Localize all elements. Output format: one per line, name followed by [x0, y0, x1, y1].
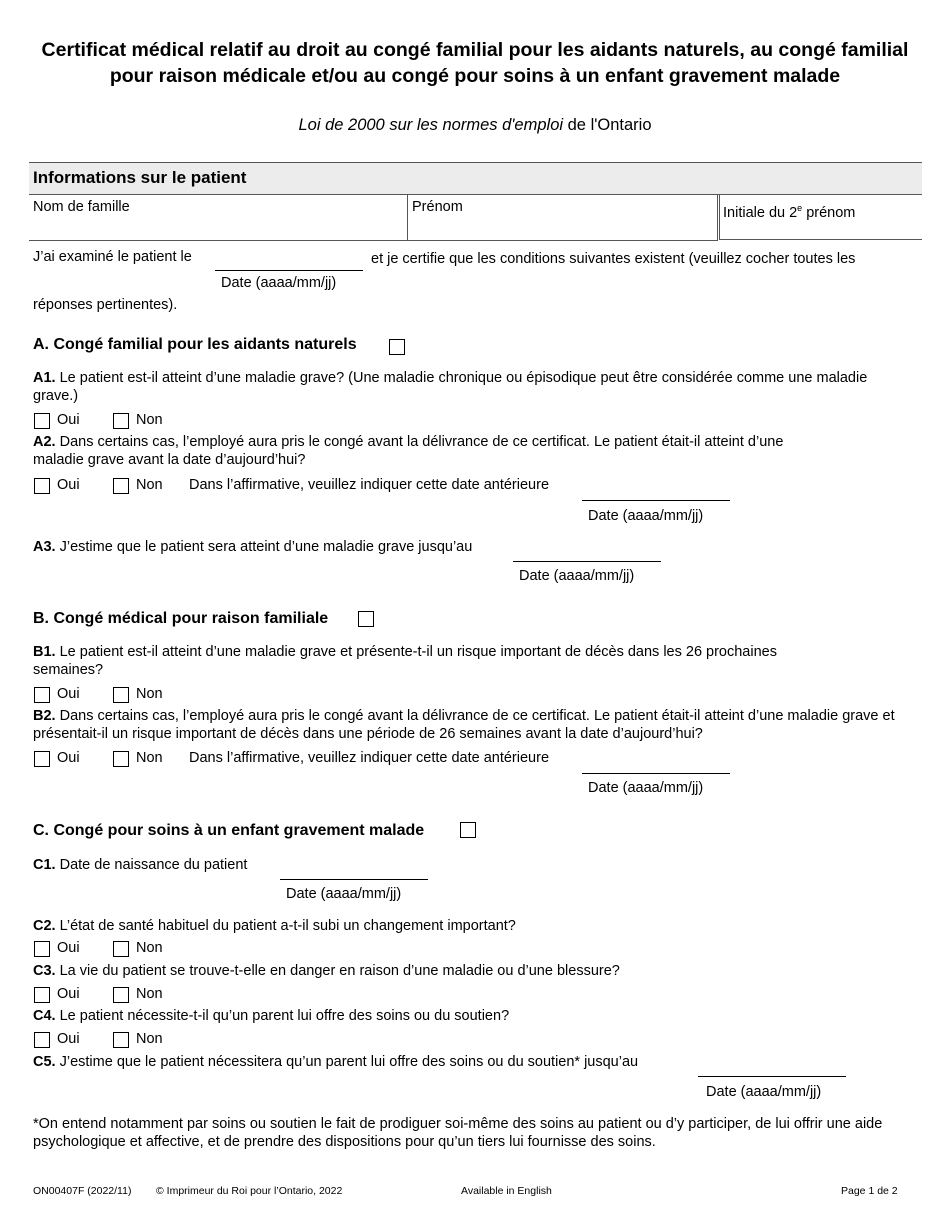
exam-suffix: et je certifie que les conditions suivantes existent (veuillez cocher toutes les — [371, 251, 856, 267]
question-c2: C2. L’état de santé habituel du patient a-t-il subi un changement important? — [33, 918, 516, 934]
form-title: Certificat médical relatif au droit au congé familial pour les aidants naturels, au congé familial pour raison médicale et/ou au congé pour soins à un enfant gravement malade — [41, 39, 909, 87]
b2-date-line[interactable] — [582, 773, 730, 774]
c2-no-checkbox[interactable] — [113, 941, 129, 957]
a1-no-label: Non — [136, 412, 163, 428]
footnote: *On entend notamment par soins ou soutien le fait de prodiguer soi-même des soins au patient ou d’y participer, de lui offrir une aide psychologique et affective, et de prendre des dispositions pour qu’un tiers lui fournisse des soins. — [33, 1116, 883, 1150]
copyright: © Imprimeur du Roi pour l’Ontario, 2022 — [156, 1185, 343, 1197]
page-number: Page 1 de 2 — [841, 1185, 898, 1197]
b1-no-checkbox[interactable] — [113, 687, 129, 703]
a1-yes-checkbox[interactable] — [34, 413, 50, 429]
a2-prior-date-text: Dans l’affirmative, veuillez indiquer cette date antérieure — [189, 477, 550, 493]
a1-yes-label: Oui — [57, 412, 80, 428]
section-b-heading: B. Congé médical pour raison familiale — [33, 610, 329, 627]
question-a2: A2. Dans certains cas, l’employé aura pris le congé avant la délivrance de ce certificat. Le patient était-il atteint d’une maladie grave avant la date d’aujourd’hui? — [33, 434, 784, 468]
b2-no-checkbox[interactable] — [113, 751, 129, 767]
c1-date-line[interactable] — [280, 879, 428, 880]
middle-initial-label: Initiale du 2e prénom — [723, 203, 856, 221]
form-code: ON00407F (2022/11) — [33, 1185, 132, 1197]
c2-no-label: Non — [136, 940, 163, 956]
a3-date-line[interactable] — [513, 561, 661, 562]
c3-yes-checkbox[interactable] — [34, 987, 50, 1003]
section-a-checkbox[interactable] — [389, 339, 405, 355]
exam-continuation: réponses pertinentes). — [33, 297, 178, 313]
section-c-heading: C. Congé pour soins à un enfant gravement malade — [33, 822, 425, 839]
b1-yes-checkbox[interactable] — [34, 687, 50, 703]
c3-yes-label: Oui — [57, 986, 80, 1002]
c5-date-hint: Date (aaaa/mm/jj) — [706, 1084, 822, 1100]
c3-no-label: Non — [136, 986, 163, 1002]
c1-date-hint: Date (aaaa/mm/jj) — [286, 886, 402, 902]
b2-yes-checkbox[interactable] — [34, 751, 50, 767]
law-name: Loi de 2000 sur les normes d'emploi — [298, 116, 564, 134]
question-c1: C1. Date de naissance du patient — [33, 857, 248, 873]
b1-no-label: Non — [136, 686, 163, 702]
c2-yes-checkbox[interactable] — [34, 941, 50, 957]
law-jurisdiction: de l'Ontario — [563, 116, 652, 134]
c4-yes-checkbox[interactable] — [34, 1032, 50, 1048]
b1-yes-label: Oui — [57, 686, 80, 702]
c2-yes-label: Oui — [57, 940, 80, 956]
b2-prior-date-text: Dans l’affirmative, veuillez indiquer cette date antérieure — [189, 750, 550, 766]
c4-no-label: Non — [136, 1031, 163, 1047]
c5-date-line[interactable] — [698, 1076, 846, 1077]
section-b-checkbox[interactable] — [358, 611, 374, 627]
b2-no-label: Non — [136, 750, 163, 766]
last-name-label: Nom de famille — [33, 199, 130, 215]
a2-no-checkbox[interactable] — [113, 478, 129, 494]
a2-date-hint: Date (aaaa/mm/jj) — [588, 508, 704, 524]
first-name-label: Prénom — [412, 199, 463, 215]
b2-date-hint: Date (aaaa/mm/jj) — [588, 780, 704, 796]
question-a1: A1. Le patient est-il atteint d’une maladie grave? (Une maladie chronique ou épisodique peut être considérée comme une maladie grave.) — [33, 370, 868, 404]
question-a3: A3. J’estime que le patient sera atteint d’une maladie grave jusqu’au — [33, 539, 473, 555]
b2-yes-label: Oui — [57, 750, 80, 766]
patient-info-heading: Informations sur le patient — [33, 168, 247, 187]
question-c3: C3. La vie du patient se trouve-t-elle en danger en raison d’une maladie ou d’une blessure? — [33, 963, 620, 979]
section-c-checkbox[interactable] — [460, 822, 476, 838]
form-subtitle — [30, 116, 920, 135]
exam-date-hint: Date (aaaa/mm/jj) — [221, 275, 337, 291]
a1-no-checkbox[interactable] — [113, 413, 129, 429]
c4-yes-label: Oui — [57, 1031, 80, 1047]
exam-date-line[interactable] — [215, 270, 363, 271]
a2-date-line[interactable] — [582, 500, 730, 501]
a2-no-label: Non — [136, 477, 163, 493]
question-c4: C4. Le patient nécessite-t-il qu’un parent lui offre des soins ou du soutien? — [33, 1008, 510, 1024]
exam-prefix: J’ai examiné le patient le — [33, 249, 192, 265]
c3-no-checkbox[interactable] — [113, 987, 129, 1003]
a3-date-hint: Date (aaaa/mm/jj) — [519, 568, 635, 584]
available-in-english: Available in English — [461, 1185, 552, 1197]
question-b1: B1. Le patient est-il atteint d’une maladie grave et présente-t-il un risque important de décès dans les 26 prochaines semaines? — [33, 644, 777, 678]
section-a-heading: A. Congé familial pour les aidants naturels — [33, 336, 357, 353]
c4-no-checkbox[interactable] — [113, 1032, 129, 1048]
question-b2: B2. Dans certains cas, l’employé aura pris le congé avant la délivrance de ce certificat. Le patient était-il atteint d’une maladie grave et présentait-il un risque important de décès dans une période de 26 semaines avant la date d’aujourd’hui? — [33, 708, 895, 742]
question-c5: C5. J’estime que le patient nécessitera qu’un parent lui offre des soins ou du soutien* jusqu’au — [33, 1054, 639, 1070]
a2-yes-checkbox[interactable] — [34, 478, 50, 494]
a2-yes-label: Oui — [57, 477, 80, 493]
